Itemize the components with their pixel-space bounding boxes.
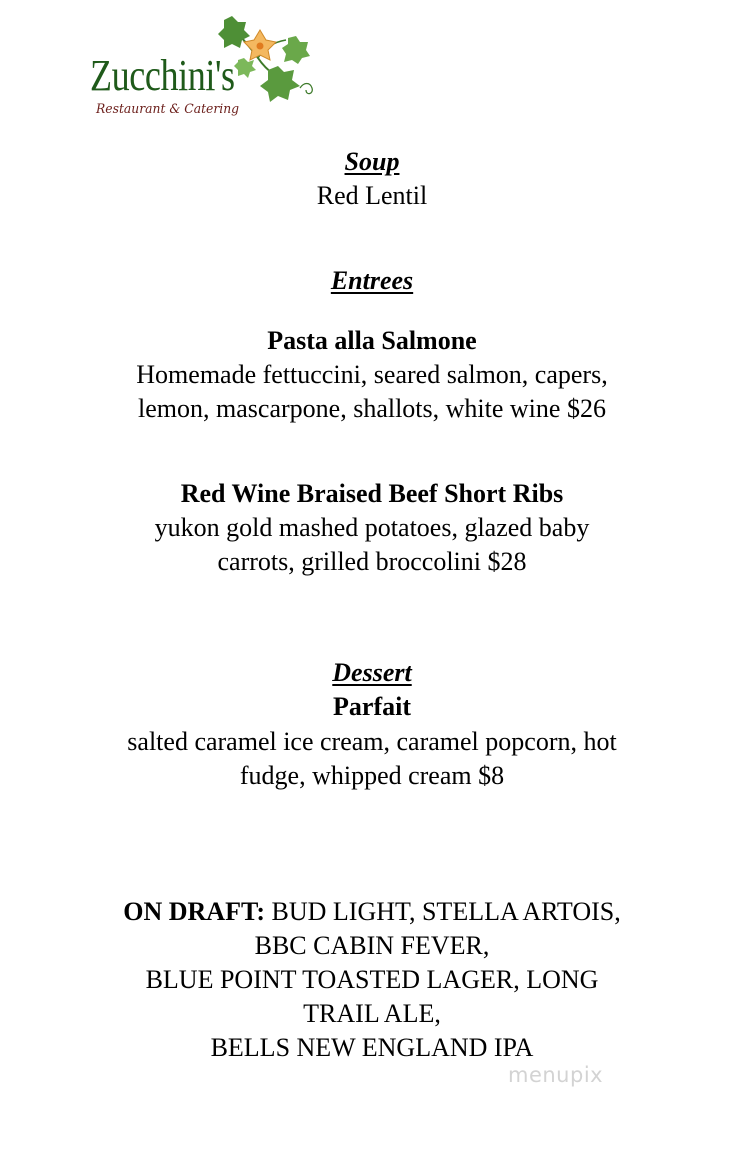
draft-line: TRAIL ALE,	[303, 999, 441, 1028]
entree-description-line: carrots, grilled broccolini $28	[217, 547, 527, 576]
soup-item: Red Lentil	[316, 181, 428, 210]
dessert-name: Parfait	[333, 692, 411, 721]
entree-name: Pasta alla Salmone	[267, 326, 477, 355]
draft-line: BBC CABIN FEVER,	[254, 931, 490, 960]
soup-heading: Soup	[344, 147, 400, 176]
draft-line: BLUE POINT TOASTED LAGER, LONG	[145, 965, 599, 994]
entree-name: Red Wine Braised Beef Short Ribs	[180, 479, 564, 508]
dessert-description-line: fudge, whipped cream $8	[239, 761, 505, 790]
entrees-heading: Entrees	[330, 266, 414, 295]
menupix-watermark: menupix	[508, 1063, 604, 1087]
restaurant-logo	[88, 14, 320, 122]
entree-description-line: yukon gold mashed potatoes, glazed baby	[154, 513, 590, 542]
draft-beers: BUD LIGHT, STELLA ARTOIS,	[265, 897, 621, 926]
draft-label: ON DRAFT:	[123, 897, 266, 926]
draft-first-line	[0, 895, 744, 929]
draft-line: BELLS NEW ENGLAND IPA	[210, 1033, 534, 1062]
dessert-heading: Dessert	[332, 658, 412, 687]
entree-description-line: Homemade fettuccini, seared salmon, capers,	[136, 360, 608, 389]
logo-wordmark: Zucchini's	[90, 51, 235, 100]
logo-subtitle: Restaurant & Catering	[96, 102, 240, 117]
entree-description-line: lemon, mascarpone, shallots, white wine $26	[138, 394, 606, 423]
dessert-description-line: salted caramel ice cream, caramel popcorn, hot	[127, 727, 617, 756]
